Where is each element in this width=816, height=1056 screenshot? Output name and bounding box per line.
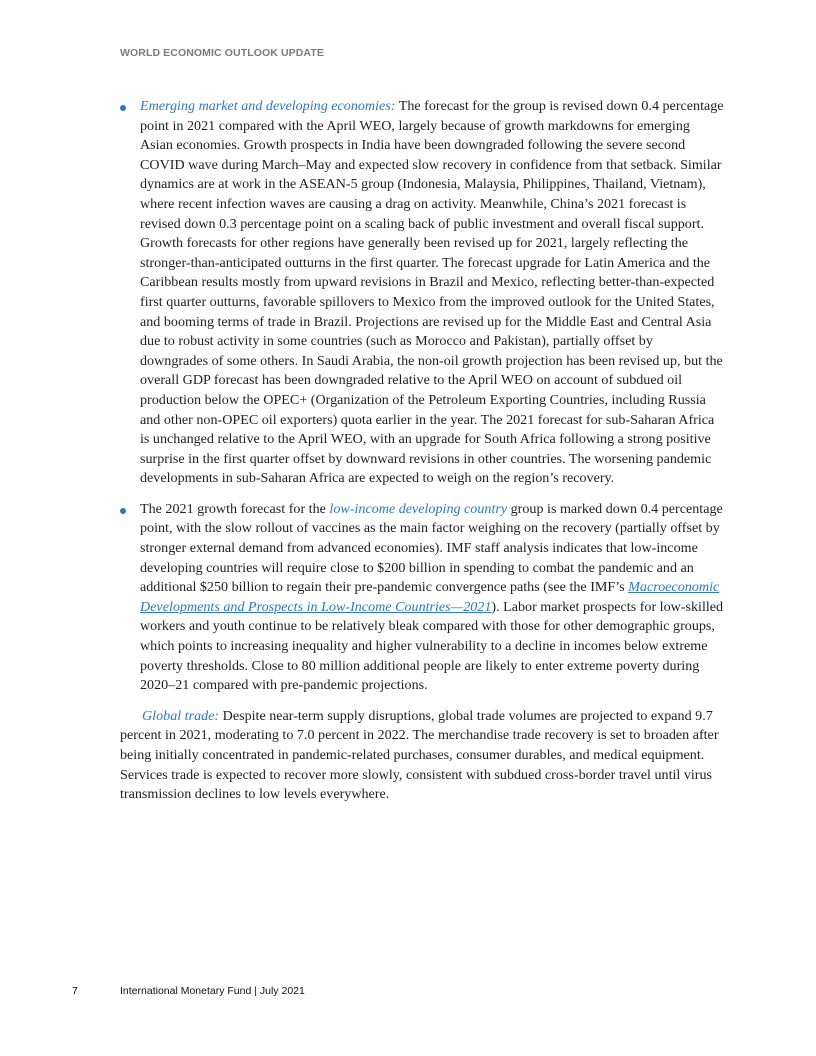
- global-trade-lead: Global trade:: [142, 707, 220, 724]
- bullet-text-low-income-end: ). Labor market prospects for low-skilled workers and youth continue to be relatively bleak compared with those for other demographic groups, which points to increasing inequality and higher vulnerability to a decline in incomes below extreme poverty thresholds. Close to 80 million additional people are likely to enter extreme poverty during 2020–21 compared with pre-pandemic projections.: [140, 598, 724, 694]
- bullet-text-emerging-markets: The forecast for the group is revised down 0.4 percentage point in 2021 compared with the April WEO, largely because of growth markdowns for emerging Asian economies. Growth prospects in India have been downgraded following the severe second COVID wave during March–May and expected slow recovery in confidence from that setback. Similar dynamics are at work in the ASEAN-5 group (Indonesia, Malaysia, Philippines, Thailand, Vietnam), where recent infection waves are causing a drag on activity. Meanwhile, China’s 2021 forecast is revised down 0.3 percentage point on a scaling back of public investment and overall fiscal support. Growth forecasts for other regions have generally been revised up for 2021, largely reflecting the stronger-than-anticipated outturns in the first quarter. The forecast upgrade for Latin America and the Caribbean results mostly from upward revisions in Brazil and Mexico, reflecting better-than-expected first quarter outturns, favorable spillovers to Mexico from the improved outlook for the United States, and booming terms of trade in Brazil. Projections are revised up for the Middle East and Central Asia due to robust activity in some countries (such as Morocco and Pakistan), partially offset by downgrades of some others. In Saudi Arabia, the non-oil growth projection has been revised up, but the overall GDP forecast has been downgraded relative to the April WEO on account of subdued oil production below the OPEC+ (Organization of the Petroleum Exporting Countries, including Russia and other non-OPEC oil exporters) quota earlier in the year. The 2021 forecast for sub-Saharan Africa is unchanged relative to the April WEO, with an upgrade for South Africa following a strong positive surprise in the first quarter offset by downward revisions in other countries. The worsening pandemic developments in sub-Saharan Africa are expected to weigh on the region’s recovery.: [140, 98, 724, 487]
- global-trade-paragraph: [120, 707, 724, 805]
- running-header: WORLD ECONOMIC OUTLOOK UPDATE: [120, 47, 324, 59]
- low-income-emphasis: low-income developing country: [329, 500, 508, 517]
- lidc-report-link[interactable]: Macroeconomic Developments and Prospects in Low-Income Countries—2021: [140, 579, 720, 615]
- article-body: [120, 97, 724, 805]
- bullet-dot-icon: [120, 508, 126, 514]
- bullet-lead-emerging-markets: Emerging market and developing economies:: [140, 98, 396, 114]
- bullet-text-low-income-middle: group is marked down 0.4 percentage point, with the slow rollout of vaccines as the main factor weighing on the recovery (partially offset by stronger external demand from advanced economies). IMF staff analysis indicates that low-income developing countries will require close to $200 billion in spending to combat the pandemic and an additional $250 billion to regain their pre-pandemic convergence paths (see the IMF’s: [140, 500, 723, 596]
- footer-text: International Monetary Fund | July 2021: [120, 985, 305, 997]
- bullet-dot-icon: [120, 105, 126, 111]
- bullet-low-income: [120, 500, 724, 696]
- bullet-emerging-markets: [120, 97, 724, 489]
- page-number: 7: [72, 985, 78, 997]
- bullet-text-low-income-start: The 2021 growth forecast for the: [140, 500, 330, 517]
- global-trade-text: Despite near-term supply disruptions, global trade volumes are projected to expand 9.7 percent in 2021, moderating to 7.0 percent in 2022. The merchandise trade recovery is set to broaden after being initially concentrated in pandemic-related purchases, consumer durables, and medical equipment. Services trade is expected to recover more slowly, consistent with subdued cross-border travel until virus transmission declines to low levels everywhere.: [120, 707, 719, 803]
